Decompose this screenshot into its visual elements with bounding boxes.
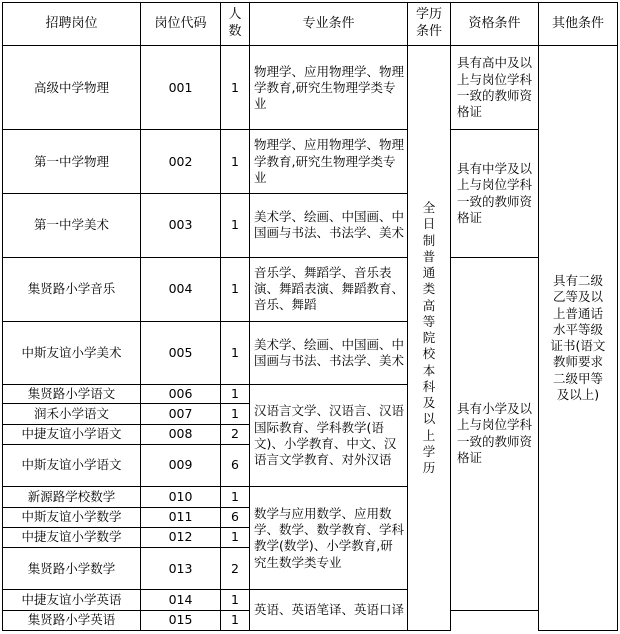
count-cell: 1 <box>221 404 250 424</box>
major-cell: 美术学、绘画、中国画、中国画与书法、书法学、美术 <box>250 321 408 385</box>
code-cell: 006 <box>141 385 221 404</box>
position-cell: 集贤路小学语文 <box>3 385 141 404</box>
code-cell: 003 <box>141 194 221 258</box>
count-cell: 2 <box>221 547 250 589</box>
position-cell: 中捷友谊小学数学 <box>3 527 141 547</box>
code-cell: 008 <box>141 424 221 444</box>
count-cell: 1 <box>221 130 250 194</box>
position-cell: 润禾小学语文 <box>3 404 141 424</box>
qualification-cell-primary: 具有小学及以上与岗位学科一致的教师资格证 <box>451 257 539 610</box>
position-cell: 集贤路小学英语 <box>3 610 141 630</box>
count-cell: 6 <box>221 444 250 486</box>
count-cell: 1 <box>221 610 250 630</box>
code-cell: 002 <box>141 130 221 194</box>
code-cell: 001 <box>141 46 221 130</box>
code-cell: 004 <box>141 257 221 321</box>
qualification-cell-high: 具有高中及以上与岗位学科一致的教师资格证 <box>451 46 539 130</box>
header-code: 岗位代码 <box>141 3 221 46</box>
major-cell: 物理学、应用物理学、物理学教育,研究生物理学类专业 <box>250 130 408 194</box>
header-row <box>3 3 618 46</box>
position-cell: 中捷友谊小学英语 <box>3 590 141 610</box>
position-cell: 中斯友谊小学数学 <box>3 507 141 527</box>
table-row <box>3 46 618 130</box>
position-cell: 高级中学物理 <box>3 46 141 130</box>
table-row <box>3 257 618 321</box>
header-count: 人数 <box>221 3 250 46</box>
count-cell: 1 <box>221 487 250 507</box>
major-cell: 物理学、应用物理学、物理学教育,研究生物理学类专业 <box>250 46 408 130</box>
major-cell: 音乐学、舞蹈学、音乐表演、舞蹈表演、舞蹈教育、音乐、舞蹈 <box>250 257 408 321</box>
count-cell: 1 <box>221 321 250 385</box>
header-position: 招聘岗位 <box>3 3 141 46</box>
position-cell: 集贤路小学音乐 <box>3 257 141 321</box>
code-cell: 012 <box>141 527 221 547</box>
position-cell: 中斯友谊小学美术 <box>3 321 141 385</box>
code-cell: 011 <box>141 507 221 527</box>
table-row <box>3 130 618 194</box>
position-cell: 新源路学校数学 <box>3 487 141 507</box>
header-education: 学历条件 <box>408 3 451 46</box>
code-cell: 007 <box>141 404 221 424</box>
position-cell: 第一中学物理 <box>3 130 141 194</box>
code-cell: 013 <box>141 547 221 589</box>
position-cell: 中捷友谊小学语文 <box>3 424 141 444</box>
major-cell: 美术学、绘画、中国画、中国画与书法、书法学、美术 <box>250 194 408 258</box>
code-cell: 014 <box>141 590 221 610</box>
count-cell: 1 <box>221 194 250 258</box>
position-cell: 中斯友谊小学语文 <box>3 444 141 486</box>
count-cell: 1 <box>221 46 250 130</box>
qualification-cell-middle: 具有中学及以上与岗位学科一致的教师资格证 <box>451 130 539 257</box>
count-cell: 1 <box>221 590 250 610</box>
education-cell: 全日制普通类高等院校本科及以上学历 <box>408 46 451 631</box>
code-cell: 009 <box>141 444 221 486</box>
header-other: 其他条件 <box>539 3 618 46</box>
count-cell: 6 <box>221 507 250 527</box>
other-cell: 具有二级乙等及以上普通话水平等级证书(语文教师要求二级甲等及以上) <box>539 46 618 631</box>
code-cell: 005 <box>141 321 221 385</box>
count-cell: 1 <box>221 527 250 547</box>
code-cell: 010 <box>141 487 221 507</box>
major-cell-math: 数学与应用数学、应用数学、数学、数学教育、学科教学(数学)、小学教育,研究生数学类专业 <box>250 487 408 590</box>
position-cell: 第一中学美术 <box>3 194 141 258</box>
major-cell-english: 英语、英语笔译、英语口译 <box>250 590 408 631</box>
count-cell: 2 <box>221 424 250 444</box>
header-major: 专业条件 <box>250 3 408 46</box>
count-cell: 1 <box>221 385 250 404</box>
recruitment-table <box>2 2 618 631</box>
count-cell: 1 <box>221 257 250 321</box>
position-cell: 集贤路小学数学 <box>3 547 141 589</box>
code-cell: 015 <box>141 610 221 630</box>
major-cell-chinese: 汉语言文学、汉语言、汉语国际教育、学科教学(语文)、小学教育、中文、汉语言文学教育、对外汉语 <box>250 385 408 487</box>
header-qualification: 资格条件 <box>451 3 539 46</box>
